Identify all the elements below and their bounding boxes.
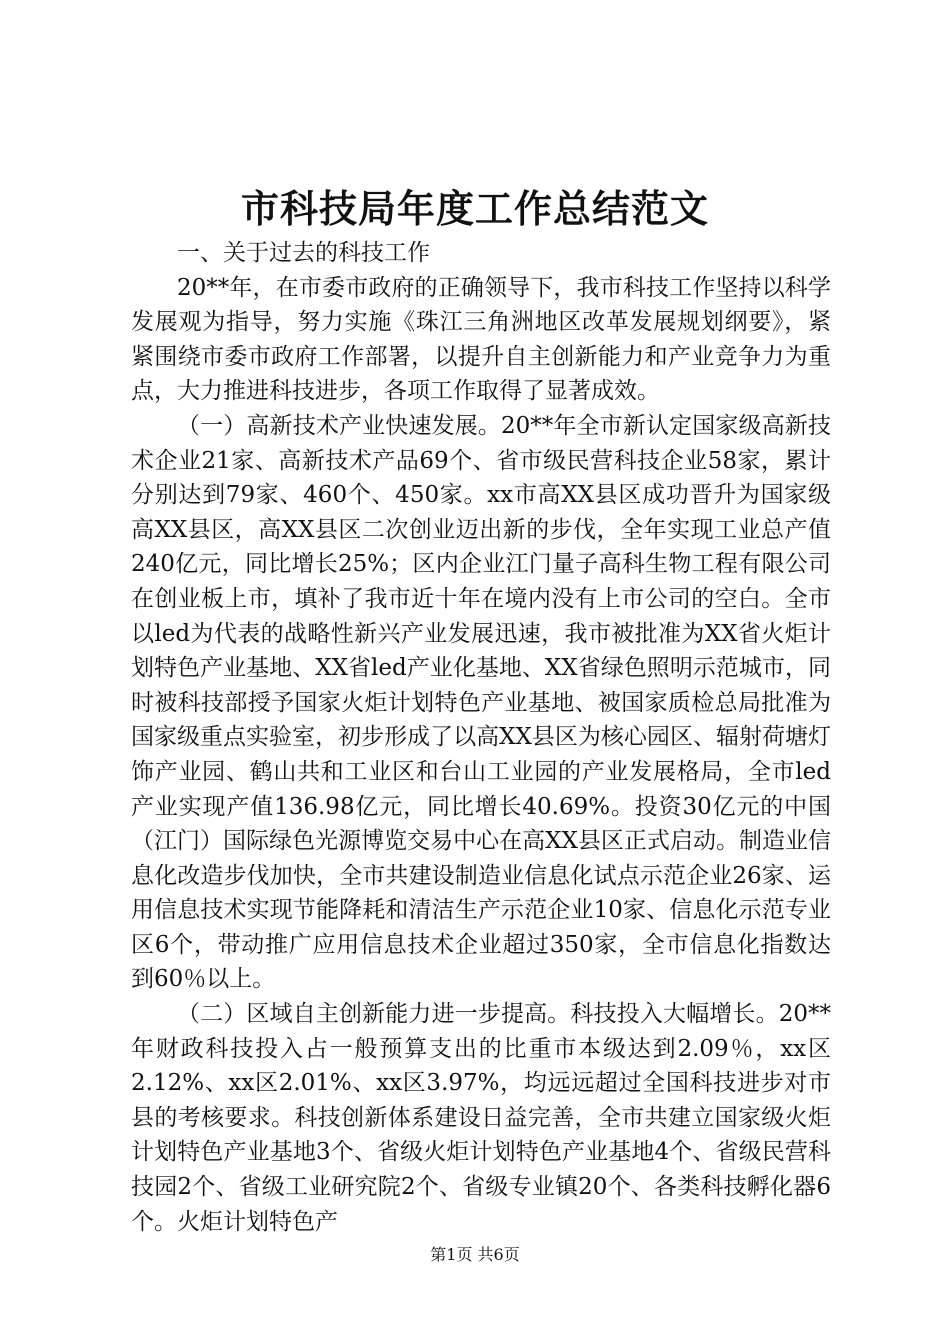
paragraph-section-2: （二）区域自主创新能力进一步提高。科技投入大幅增长。20**年财政科技投入占一般预算支出的比重市本级达到2.09％，xx区2.12%、xx区2.01%、xx区3.97%，均远远超过全国科技进步对市县的考核要求。科技创新体系建设日益完善，全市共建立国家级火炬计划特色产业基地3个、省级火炬计划特色产业基地4个、省级民营科技园2个、省级工业研究院2个、省级专业镇20个、各类科技孵化器6个。火炬计划特色产 [131, 1001, 831, 1235]
section-heading: 一、关于过去的科技工作 [177, 240, 430, 266]
page-footer: 第1页 共6页 [430, 1245, 520, 1264]
paragraph-intro: 20**年，在市委市政府的正确领导下，我市科技工作坚持以科学发展观为指导，努力实施《珠江三角洲地区改革发展规划纲要》，紧紧围绕市委市政府工作部署，以提升自主创新能力和产业竞争力为重点，大力推进科技进步，各项工作取得了显著成效。 [131, 274, 831, 405]
paragraph-section-1: （一）高新技术产业快速发展。20**年全市新认定国家级高新技术企业21家、高新技术产品69个、省市级民营科技企业58家，累计分别达到79家、460个、450家。xx市高XX县区成功晋升为国家级高XX县区，高XX县区二次创业迈出新的步伐，全年实现工业总产值240亿元，同比增长25%；区内企业江门量子高科生物工程有限公司在创业板上市，填补了我市近十年在境内没有上市公司的空白。全市以led为代表的战略性新兴产业发展迅速，我市被批准为XX省火炬计划特色产业基地、XX省led产业化基地、XX省绿色照明示范城市，同时被科技部授予国家火炬计划特色产业基地、被国家质检总局批准为国家级重点实验室，初步形成了以高XX县区为核心园区、辐射荷塘灯饰产业园、鹤山共和工业区和台山工业园的产业发展格局，全市led产业实现产值136.98亿元，同比增长40.69%。投资30亿元的中国（江门）国际绿色光源博览交易中心在高XX县区正式启动。制造业信息化改造步伐加快，全市共建设制造业信息化试点示范企业26家、运用信息技术实现节能降耗和清洁生产示范企业10家、信息化示范专业区6个，带动推广应用信息技术企业超过350家，全市信息化指数达到60％以上。 [131, 412, 831, 993]
document-body [131, 236, 831, 1239]
document-title: 市科技局年度工作总结范文 [240, 186, 709, 231]
